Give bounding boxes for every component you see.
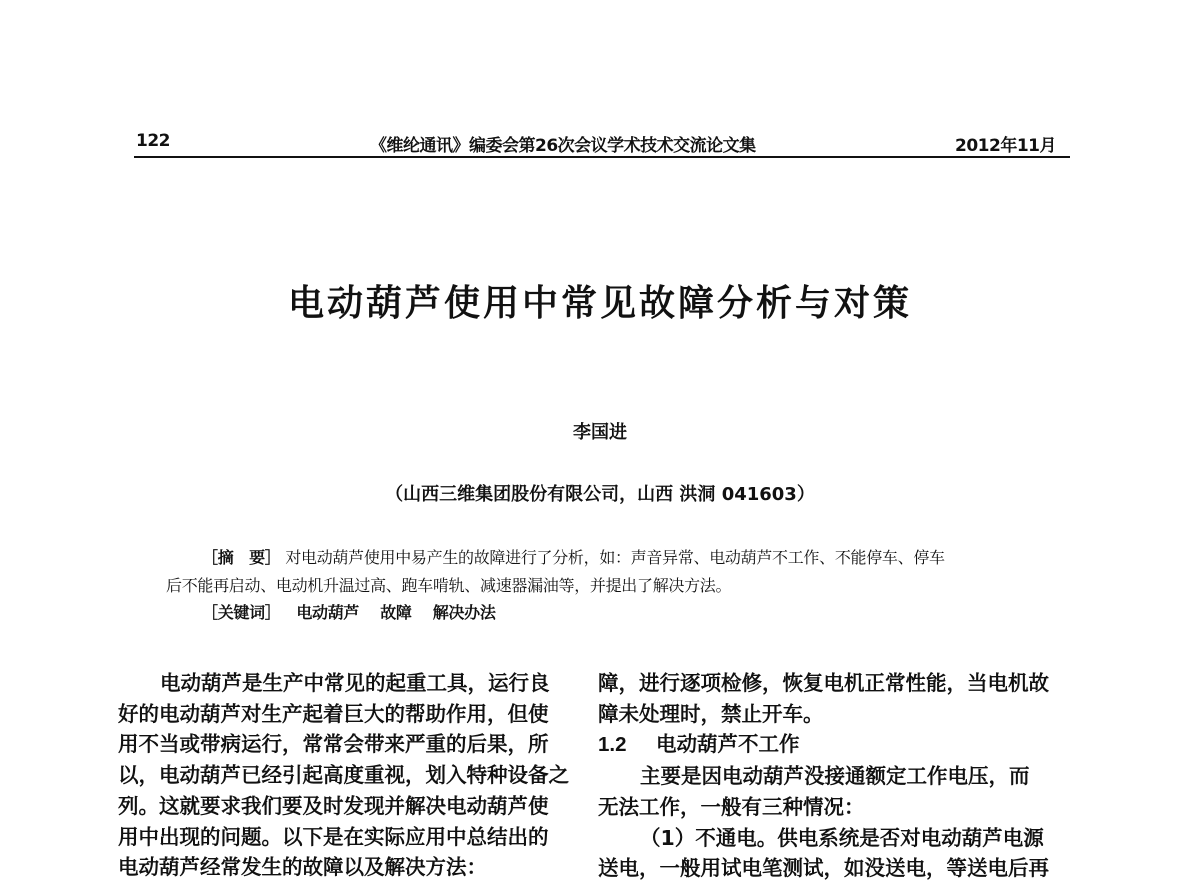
body-line: 障未处理时，禁止开车。 [598, 701, 824, 726]
header-rule [134, 156, 1070, 158]
affiliation: （山西三维集团股份有限公司，山西 洪洞 041603） [385, 484, 815, 505]
body-line: 用中出现的问题。以下是在实际应用中总结出的 [118, 824, 549, 849]
running-header-date: 2012年11月 [955, 136, 1056, 156]
abstract-line-1 [202, 545, 945, 568]
body-line: 送电，一般用试电笔测试，如没送电，等送电后再 [598, 856, 1049, 881]
abstract-label: ［摘 要］ [202, 548, 281, 567]
keywords [202, 600, 496, 623]
author: 李国进 [573, 422, 627, 443]
keyword: 故障 [380, 603, 412, 622]
body-line: 以，电动葫芦已经引起高度重视，划入特种设备之 [118, 763, 569, 788]
abstract-text-1: 对电动葫芦使用中易产生的故障进行了分析，如：声音异常、电动葫芦不工作、不能停车、停车 [285, 548, 945, 567]
keyword: 解决办法 [432, 603, 496, 622]
keyword: 电动葫芦 [296, 603, 360, 622]
body-line: 用不当或带病运行，常常会带来严重的后果，所 [118, 732, 549, 757]
section-title: 电动葫芦不工作 [656, 732, 800, 757]
right-column [598, 668, 1049, 884]
body-line: 主要是因电动葫芦没接通额定工作电压，而 [640, 764, 1030, 789]
left-column [118, 668, 569, 883]
section-number: 1.2 [598, 733, 627, 757]
body-line: 好的电动葫芦对生产起着巨大的帮助作用，但使 [118, 701, 549, 726]
abstract-text-2: 后不能再启动、电动机升温过高、跑车啃轨、减速器漏油等，并提出了解决方法。 [166, 576, 732, 595]
keywords-label: ［关键词］ [202, 603, 281, 622]
page-number: 122 [136, 131, 170, 151]
paper-title: 电动葫芦使用中常见故障分析与对策 [287, 283, 912, 324]
body-line: （1）不通电。供电系统是否对电动葫芦电源 [640, 825, 1044, 850]
body-line: 障，进行逐项检修，恢复电机正常性能，当电机故 [598, 671, 1049, 695]
section-heading [598, 729, 1049, 761]
body-line: 列。这就要求我们要及时发现并解决电动葫芦使 [118, 793, 549, 818]
running-header-journal: 《维纶通讯》编委会第26次会议学术技术交流论文集 [370, 136, 756, 156]
body-line: 无法工作，一般有三种情况： [598, 794, 865, 819]
body-line: 电动葫芦是生产中常见的起重工具，运行良 [160, 671, 550, 695]
body-line: 电动葫芦经常发生的故障以及解决方法： [118, 855, 487, 880]
